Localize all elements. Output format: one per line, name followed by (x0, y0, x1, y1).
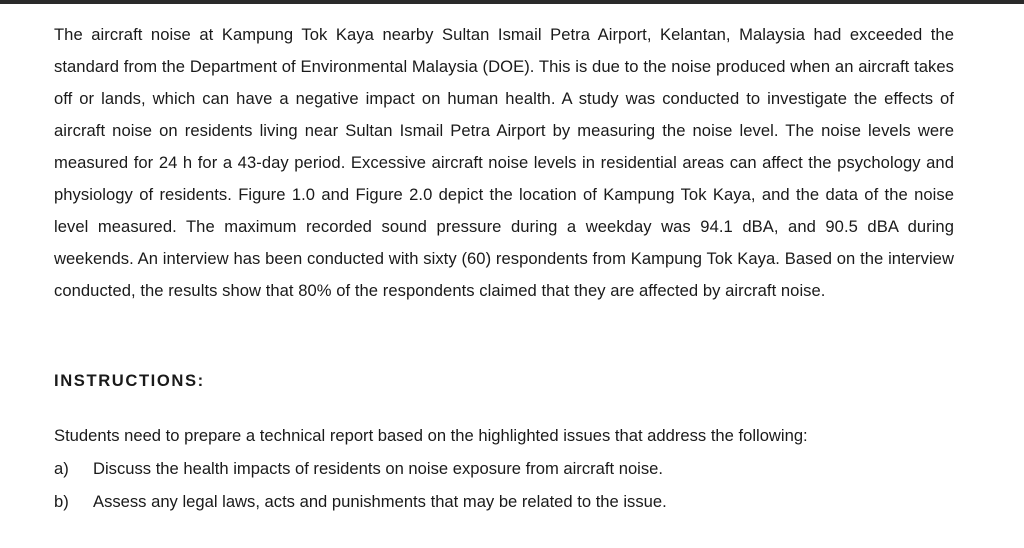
list-item-text: Assess any legal laws, acts and punishments that may be related to the issue. (93, 492, 667, 511)
list-item (54, 452, 924, 485)
document-body (54, 19, 954, 307)
instructions-intro: Students need to prepare a technical report based on the highlighted issues that address the following: (54, 426, 808, 445)
list-marker: a) (54, 459, 69, 478)
instructions-section (54, 420, 924, 518)
list-marker: b) (54, 492, 69, 511)
task-list (54, 452, 924, 518)
case-description-paragraph: The aircraft noise at Kampung Tok Kaya nearby Sultan Ismail Petra Airport, Kelantan, Malaysia had exceeded the standard from the Department of Environmental Malaysia (DOE). This is due to the noise produced when an aircraft takes off or lands, which can have a negative impact on human health. A study was conducted to investigate the effects of aircraft noise on residents living near Sultan Ismail Petra Airport by measuring the noise level. The noise levels were measured for 24 h for a 43-day period. Excessive aircraft noise levels in residential areas can affect the psychology and physiology of residents. Figure 1.0 and Figure 2.0 depict the location of Kampung Tok Kaya, and the data of the noise level measured. The maximum recorded sound pressure during a weekday was 94.1 dBA, and 90.5 dBA during weekends. An interview has been conducted with sixty (60) respondents from Kampung Tok Kaya. Based on the interview conducted, the results show that 80% of the respondents claimed that they are affected by aircraft noise. (54, 25, 954, 300)
list-item (54, 485, 924, 518)
top-border (0, 0, 1024, 4)
instructions-heading: INSTRUCTIONS: (54, 371, 205, 390)
list-item-text: Discuss the health impacts of residents on noise exposure from aircraft noise. (93, 459, 663, 478)
